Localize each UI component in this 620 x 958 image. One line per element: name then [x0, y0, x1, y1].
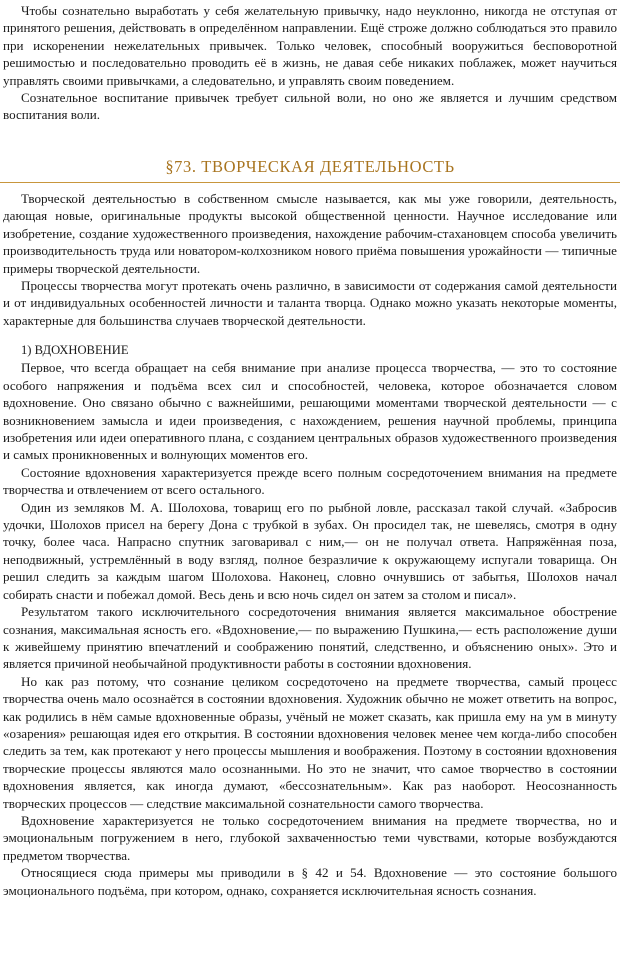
subsection-heading: 1) ВДОХНОВЕНИЕ [21, 343, 129, 357]
heading-divider [0, 182, 620, 183]
body-paragraph-4: Состояние вдохновения характеризуется прежде всего полным сосредоточением внимания на предмете творчества и отвлечением от всего остального. [3, 464, 617, 498]
body-paragraph-5: Один из земляков М. А. Шолохова, товарищ его по рыбной ловле, рассказал такой случай. «Забросив удочки, Шолохов присел на берегу Дона с трубкой в зубах. Он просидел так, не шевелясь, смотря в одну точку, более часа. Напрасно спутник заговаривал с ним,— он не получал ответа. Напряжённая поза, неподвижный, устремлённый в воду взгляд, полное безразличие к окружающему испугали товарища. Он решил следить за каждым шагом Шолохова. Наконец, словно очнувшись от забытья, Шолохов начал собирать снасти и побежал домой. Весь день и всю ночь сидел он затем за столом и писал». [3, 499, 617, 602]
section-title: §73. ТВОРЧЕСКАЯ ДЕЯТЕЛЬНОСТЬ [165, 157, 455, 176]
body-paragraph-3: Первое, что всегда обращает на себя внимание при анализе процесса творчества, — это то состояние особого напряжения и подъёма всех сил и способностей, человека, которое обозначается словом вдохновение. Оно связано обычно с важнейшими, решающими моментами творческой деятельности — с возникновением замысла и идеи произведения, с нахождением, решения научной проблемы, принципа изобретения или идеи оперативного плана, с созданием центральных образов художественного произведения и самых проникновенных и волнующих моментов его. [3, 360, 617, 463]
body-section-a [3, 190, 617, 329]
body-paragraph-9: Относящиеся сюда примеры мы приводили в § 42 и 54. Вдохновение — это состояние большого эмоционального подъёма, при котором, однако, сохраняется исключительная ясность сознания. [3, 865, 617, 898]
intro-section [3, 2, 617, 124]
body-paragraph-6: Результатом такого исключительного сосредоточения внимания является максимальное обострение сознания, максимальная ясность его. «Вдохновение,— по выражению Пушкина,— есть расположение души к живейшему принятию впечатлений и соображению понятий, следственно, и объяснению оных». Это и является причиной необычайной продуктивности работы в состоянии вдохновения. [3, 604, 617, 672]
body-section-b [3, 342, 617, 899]
body-paragraph-8: Вдохновение характеризуется не только сосредоточением внимания на предмете творчества, но и эмоциональным погружением в него, глубокой захваченностью теми чувствами, которые возбуждаются предметом творчества. [3, 812, 617, 863]
body-paragraph-2: Процессы творчества могут протекать очень различно, в зависимости от содержания самой деятельности и от индивидуальных особенностей личности и таланта творца. Однако можно указать некоторые моменты, характерные для большинства случаев творческой деятельности. [3, 278, 617, 328]
body-paragraph-7: Но как раз потому, что сознание целиком сосредоточено на предмете творчества, самый процесс творчества очень мало осознаётся в состоянии вдохновения. Художник обычно не может ответить на вопрос, как родились в нём самые вдохновенные образы, учёный не может сказать, как пришла ему на ум в минуту «озарения» решающая идея его открытия. В состоянии вдохновения человек менее чем когда-либо способен следить за тем, как протекают у него процессы мышления и воображения. Поэтому в состоянии вдохновения творческие процессы являются мало осознанными. Но это не значит, что самое творчество в состоянии вдохновения является, как иногда думают, «бессознательным». Как раз наоборот. Неосознанность творческих процессов — следствие максимальной сознательности самого творчества. [3, 673, 617, 811]
body-paragraph-1: Творческой деятельностью в собственном смысле называется, как мы уже говорили, деятельность, дающая новые, оригинальные продукты высокой общественной ценности. Научное исследование или изобретение, создание художественного произведения, нахождение рабочим-стахановцем способа увеличить производительность труда или новатором-колхозником нового приёма повышения урожайности — типичные примеры творческой деятельности. [3, 191, 617, 276]
intro-paragraph-1: Чтобы сознательно выработать у себя желательную привычку, надо неуклонно, никогда не отступая от принятого решения, действовать в определённом направлении. Ещё строже должно соблюдаться это правило при искоренении нежелательных привычек. Только человек, способный вооружиться бесповоротной решимостью и последовательно проводить её в жизнь, не давая себе никаких поблажек, может научиться управлять своими привычками, а следовательно, и управлять своим поведением. [3, 3, 617, 88]
intro-paragraph-2: Сознательное воспитание привычек требует сильной воли, но оно же является и лучшим средством воспитания воли. [3, 90, 617, 123]
